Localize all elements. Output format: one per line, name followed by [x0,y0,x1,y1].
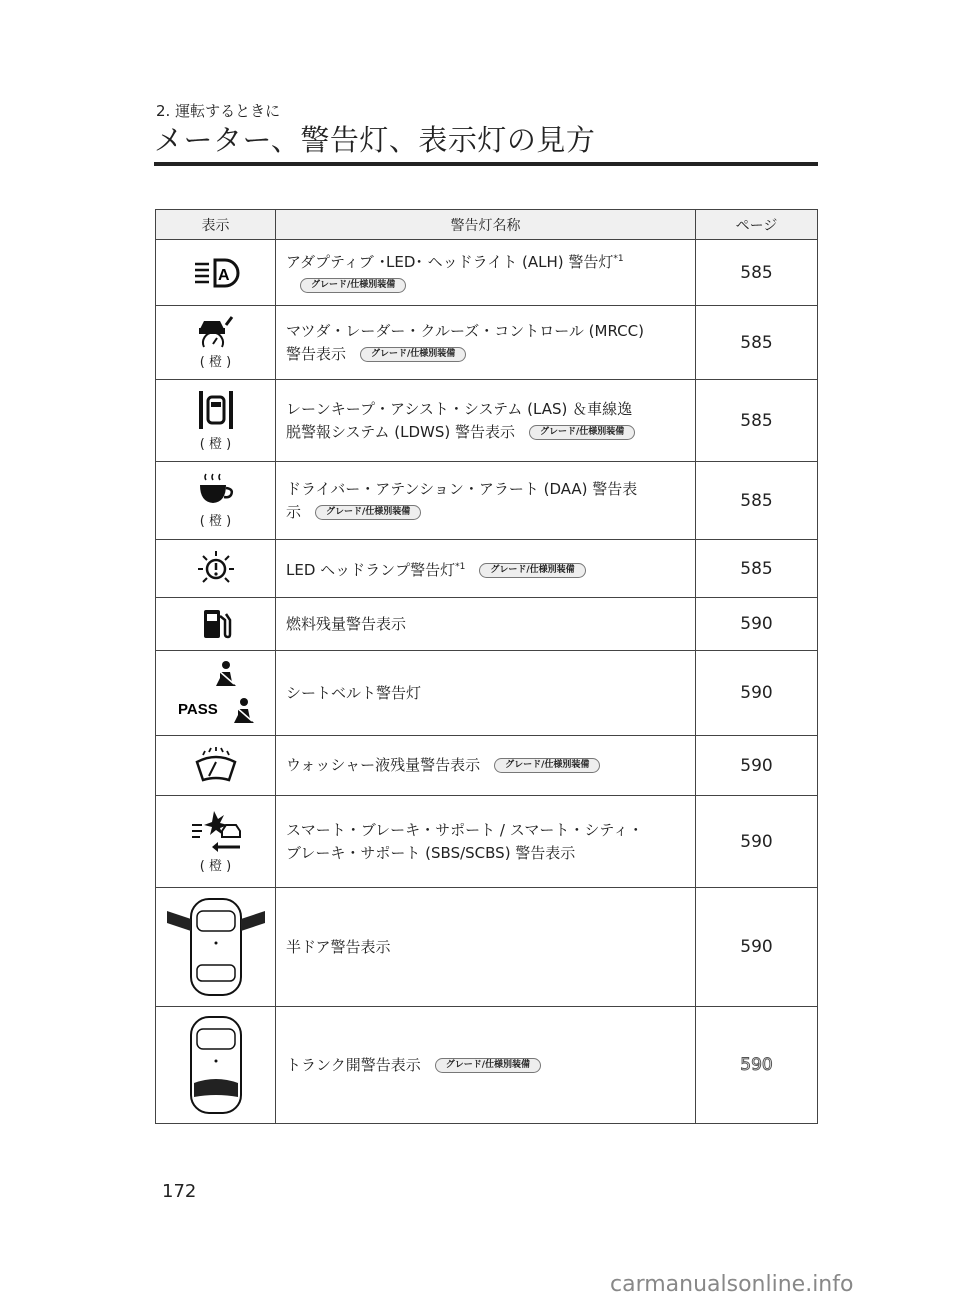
trunk-open-icon [176,1013,256,1117]
warning-name-cont: 脱警報システム (LDWS) 警告表示 [286,422,516,441]
grade-badge: グレード/仕様別装備 [360,347,466,362]
door-ajar-icon [161,893,271,1001]
table-row [156,462,818,540]
table-row [156,736,818,796]
warning-name: ウォッシャー液残量警告表示 [286,756,481,774]
warning-name: 半ドア警告表示 [286,937,391,956]
orange-label: ( 橙 ) [199,437,232,452]
watermark: carmanualsonline.info [610,1272,854,1297]
page-ref: 590 [696,888,818,1007]
warning-name: マツダ・レーダー・クルーズ・コントロール (MRCC) [286,321,644,340]
warning-name: シートベルト警告灯 [286,683,422,702]
washer-fluid-icon [193,746,239,786]
warning-name: アダプティブ ･LED･ ヘッドライト (ALH) 警告灯 [286,253,614,271]
warning-name: レーンキープ・アシスト・システム (LAS) ＆車線逸 [286,399,633,418]
grade-badge: グレード/仕様別装備 [435,1058,541,1073]
warning-name-cont: ブレーキ・サポート (SBS/SCBS) 警告表示 [286,843,576,862]
page-ref: 590 [696,1007,818,1124]
warning-name-cont: 警告表示 [286,344,347,363]
orange-label: ( 橙 ) [199,355,232,370]
table-row [156,888,818,1007]
warning-name: スマート・ブレーキ・サポート / スマート・シティ・ [286,820,644,839]
lane-keep-icon [196,389,236,431]
svg-text:A: A [217,266,230,284]
smart-brake-icon [188,809,244,853]
header-page: ページ [696,210,818,240]
table-row [156,651,818,736]
table-row [156,796,818,888]
page-number: 172 [162,1181,197,1202]
grade-badge: グレード/仕様別装備 [529,425,635,440]
grade-badge: グレード/仕様別装備 [479,563,585,578]
table-row [156,306,818,380]
header-display: 表示 [156,210,276,240]
page-ref: 585 [696,540,818,598]
title-rule [154,162,818,166]
warning-name: 燃料残量警告表示 [286,614,407,633]
table-header-row [156,210,818,240]
warning-name: LED ヘッドランプ警告灯 [286,560,456,579]
coffee-cup-icon [196,472,236,508]
page-ref: 585 [696,240,818,306]
section-label: 2. 運転するときに [156,102,281,120]
page-ref: 590 [696,598,818,651]
headlight-auto-icon [191,257,241,289]
page-ref: 585 [696,380,818,462]
orange-label: ( 橙 ) [199,514,232,529]
radar-cruise-icon [194,315,238,349]
warning-name: ドライバー・アテンション・アラート (DAA) 警告表 [286,479,638,498]
table-row [156,240,818,306]
page-ref: 590 [696,651,818,736]
page-ref: 585 [696,462,818,540]
page-ref: 590 [696,736,818,796]
footnote-mark: *1 [613,254,624,264]
grade-badge: グレード/仕様別装備 [315,505,421,520]
fuel-pump-icon [198,606,234,642]
warning-name-cont: 示 [286,502,302,521]
grade-badge: グレード/仕様別装備 [300,278,406,293]
seatbelt-icon [176,658,256,728]
grade-badge: グレード/仕様別装備 [494,758,600,773]
page-title: メーター、警告灯、表示灯の見方 [154,123,596,157]
table-row [156,1007,818,1124]
footnote-mark: *1 [455,561,466,572]
table-row [156,380,818,462]
warning-light-table [155,209,818,1124]
led-headlamp-icon [196,549,236,589]
page-ref: 585 [696,306,818,380]
orange-label: ( 橙 ) [199,859,232,874]
table-row [156,598,818,651]
table-row [156,540,818,598]
header-name: 警告灯名称 [276,210,696,240]
page-ref: 590 [696,796,818,888]
warning-name: トランク開警告表示 [286,1055,421,1074]
pass-label: PASS [177,701,218,718]
